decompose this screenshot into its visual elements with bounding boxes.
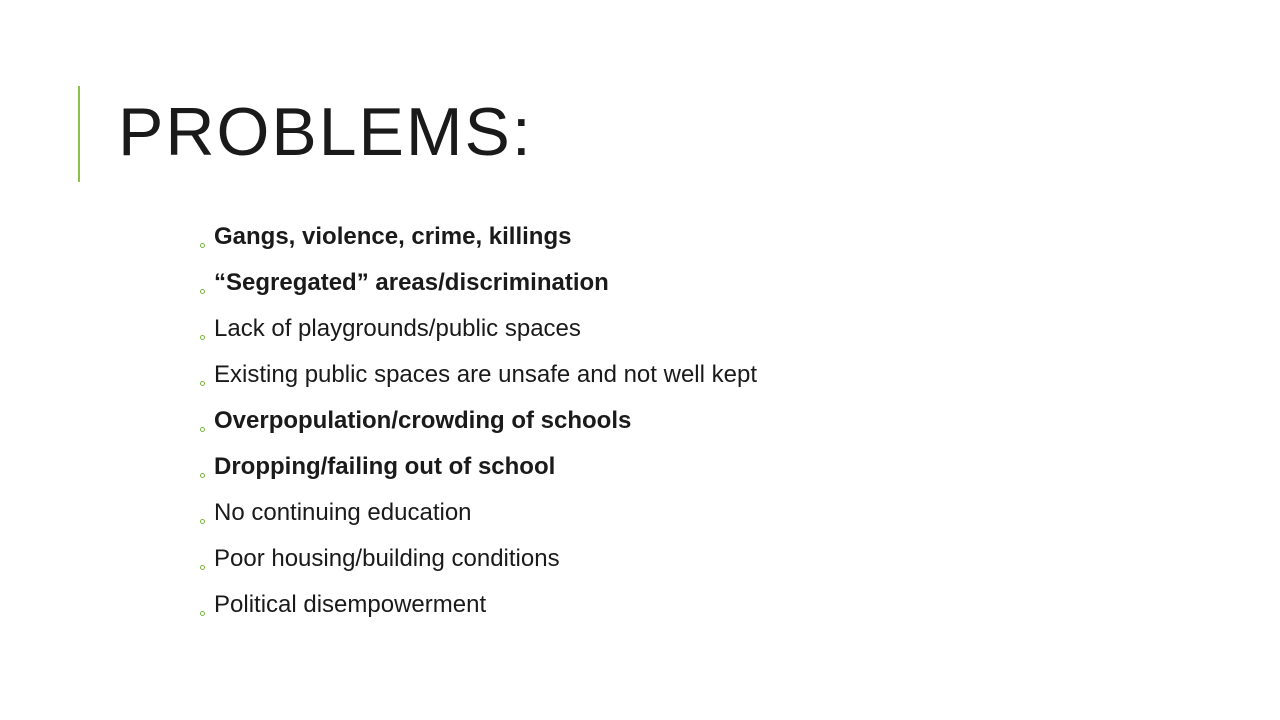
bullet-text: Dropping/failing out of school — [214, 453, 556, 480]
bullet-item — [200, 306, 757, 352]
hollow-circle-icon — [200, 427, 205, 432]
bullet-item — [200, 214, 757, 260]
bullet-item — [200, 582, 757, 628]
bullet-item — [200, 490, 757, 536]
bullet-item — [200, 444, 757, 490]
hollow-circle-icon — [200, 381, 205, 386]
hollow-circle-icon — [200, 565, 205, 570]
bullet-text: No continuing education — [214, 499, 472, 526]
hollow-circle-icon — [200, 611, 205, 616]
hollow-circle-icon — [200, 519, 205, 524]
bullet-text: Lack of playgrounds/public spaces — [214, 315, 581, 342]
hollow-circle-icon — [200, 335, 205, 340]
bullet-text: Gangs, violence, crime, killings — [214, 223, 572, 250]
bullet-text: Overpopulation/crowding of schools — [214, 407, 632, 434]
bullet-list — [200, 214, 757, 628]
bullet-text: Political disempowerment — [214, 591, 487, 618]
slide-title: PROBLEMS: — [118, 94, 533, 170]
bullet-text: Existing public spaces are unsafe and not well kept — [214, 361, 757, 388]
bullet-item — [200, 352, 757, 398]
hollow-circle-icon — [200, 473, 205, 478]
bullet-text: Poor housing/building conditions — [214, 545, 560, 572]
bullet-text: “Segregated” areas/discrimination — [214, 269, 609, 296]
hollow-circle-icon — [200, 243, 205, 248]
hollow-circle-icon — [200, 289, 205, 294]
bullet-item — [200, 536, 757, 582]
bullet-item — [200, 398, 757, 444]
bullet-item — [200, 260, 757, 306]
title-accent-bar — [78, 86, 80, 182]
